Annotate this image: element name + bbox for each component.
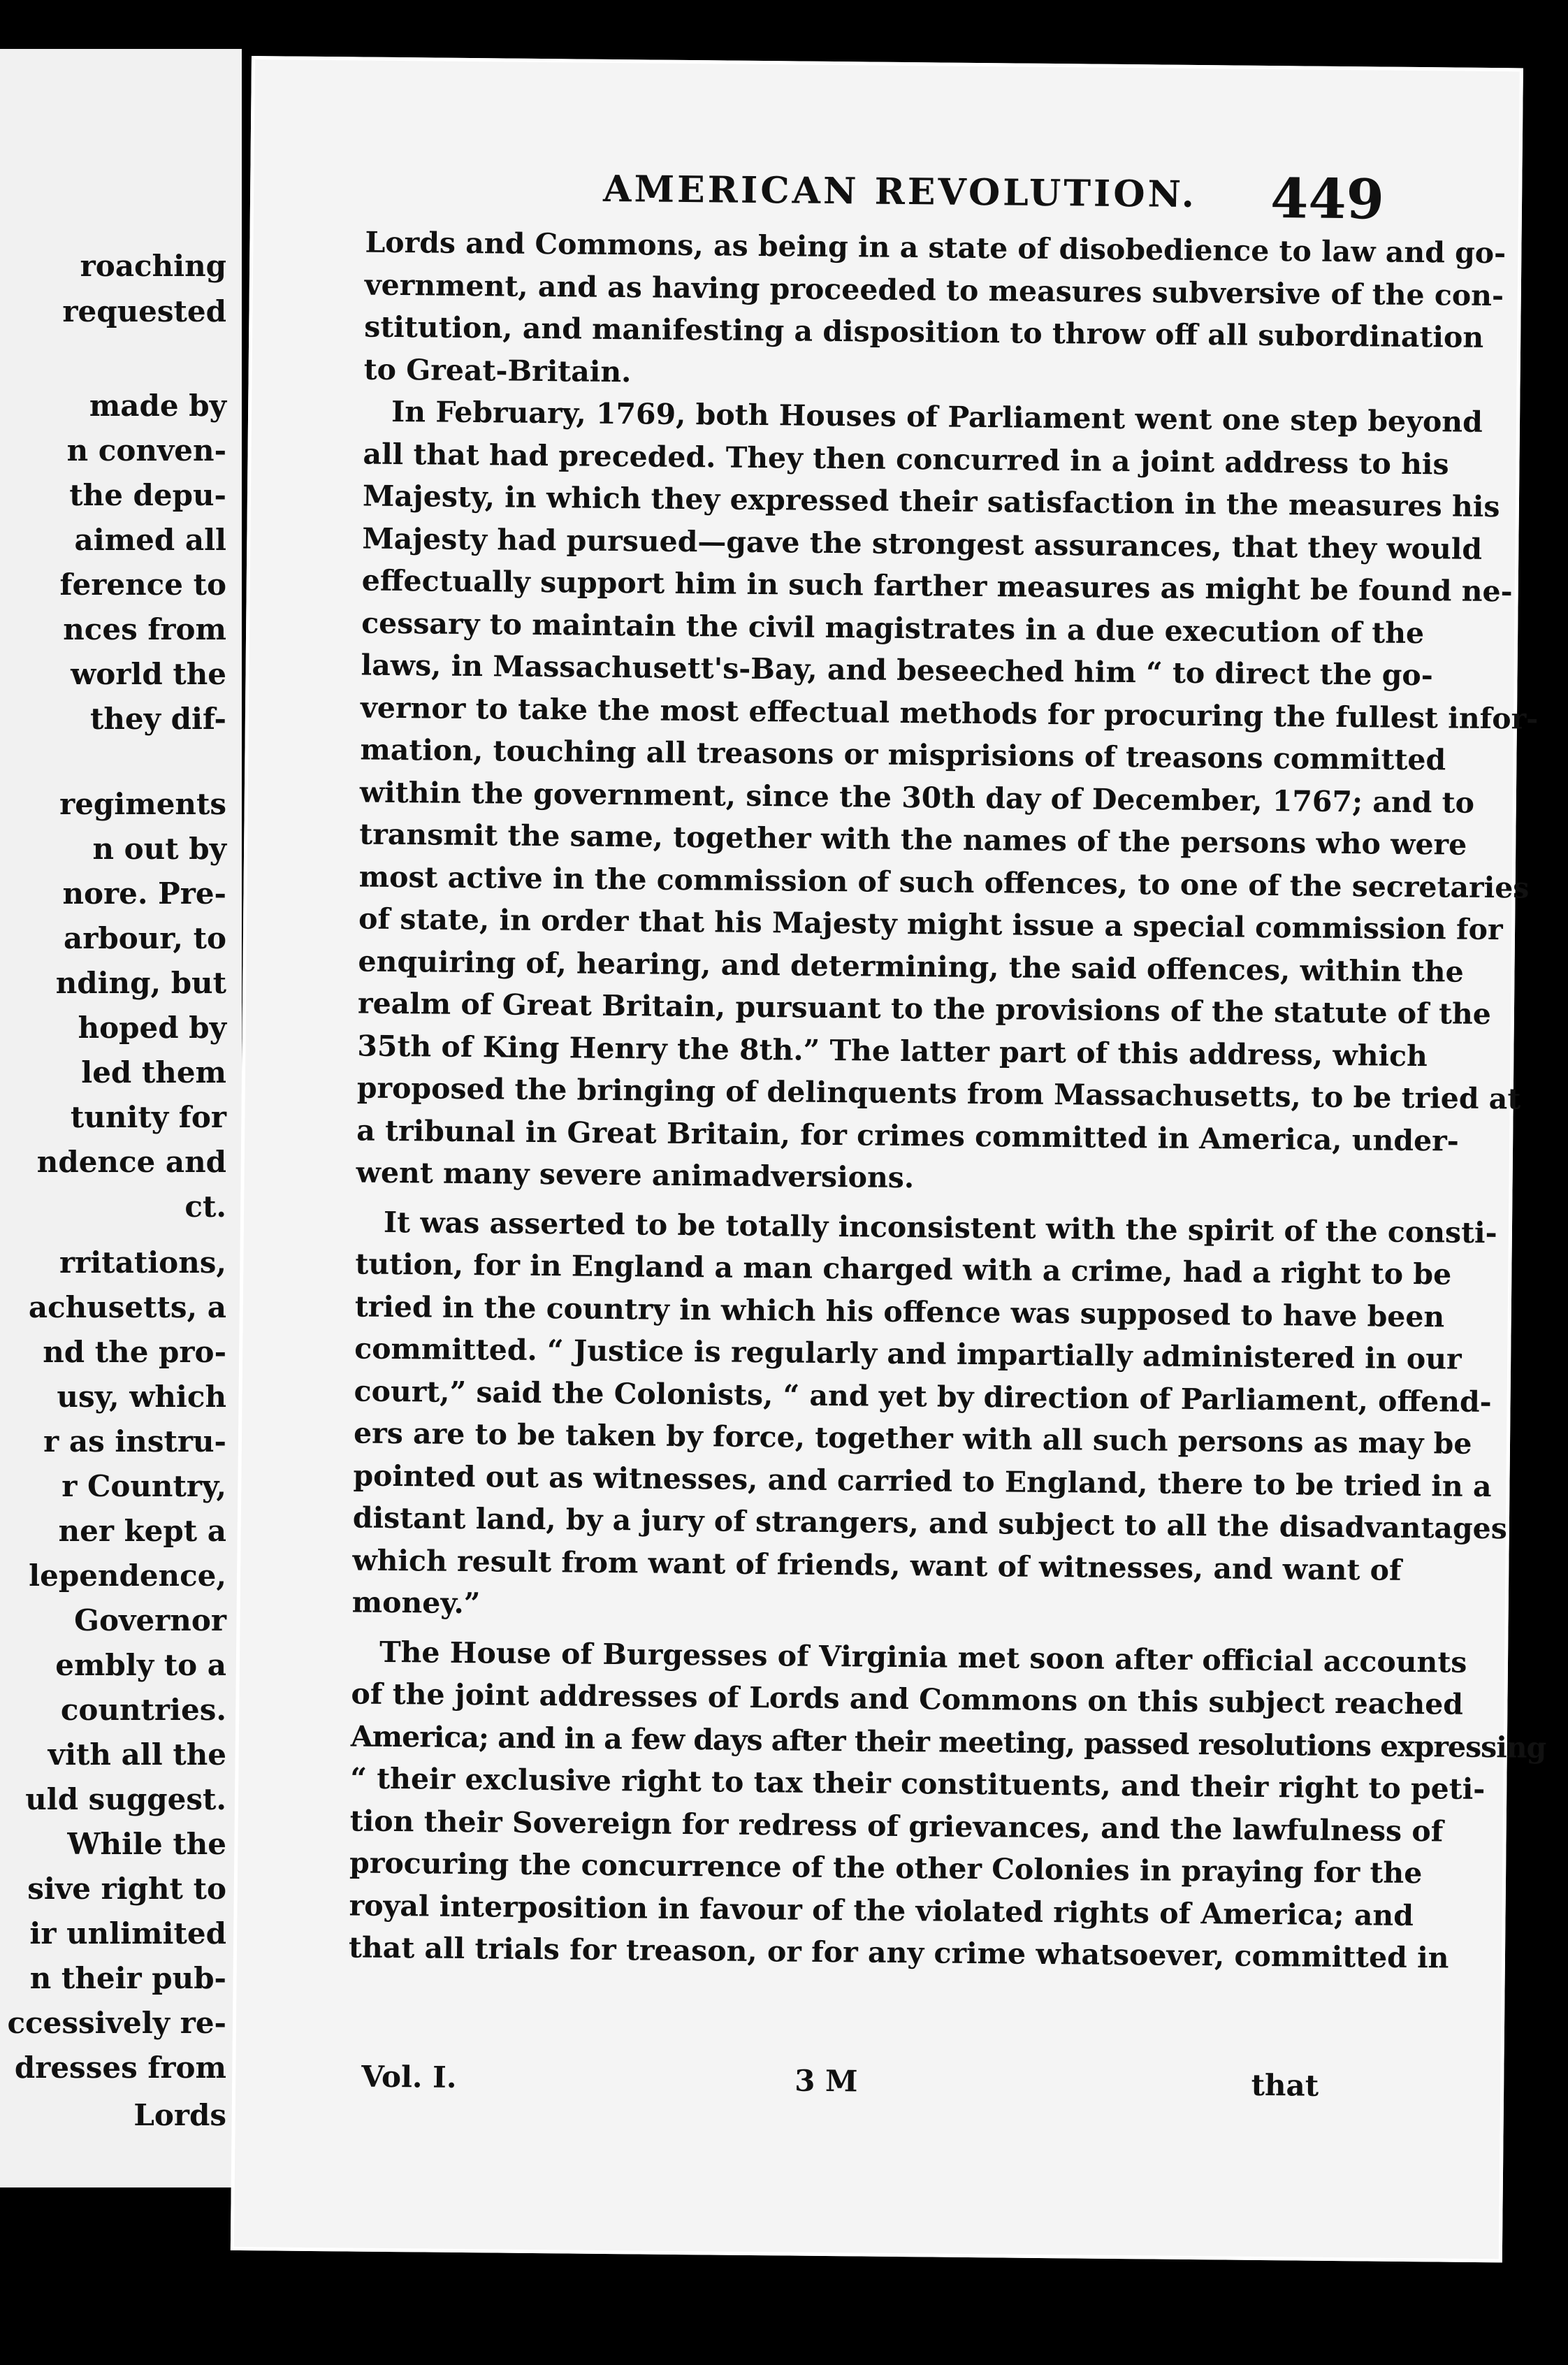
left-line: r as instru-: [43, 1424, 226, 1459]
text-line: 35th of King Henry the 8th.” The latter part of this address, which: [357, 1029, 1428, 1073]
left-line: arbour, to: [64, 921, 226, 955]
text-line: Majesty, in which they expressed their satisfaction in the measures his: [362, 479, 1500, 524]
left-line: hoped by: [78, 1011, 226, 1045]
left-line: Lords: [133, 2098, 226, 2132]
page-number: 449: [1270, 167, 1385, 232]
left-line: requested: [62, 294, 226, 328]
left-line: Governor: [74, 1603, 226, 1637]
text-line: most active in the commission of such offences, to one of the secretaries: [358, 860, 1530, 905]
left-line: they dif-: [89, 702, 226, 736]
text-line: vernment, and as having proceeded to measures subversive of the con-: [364, 268, 1504, 312]
text-line: cessary to maintain the civil magistrates in a due execution of the: [361, 606, 1425, 650]
left-line: sive right to: [27, 1872, 226, 1906]
page-footer: [347, 2059, 1319, 2117]
text-line: It was asserted to be totally inconsistent with the spirit of the consti-: [383, 1205, 1497, 1250]
text-line: proposed the bringing of delinquents from Massachusetts, to be tried at: [356, 1071, 1521, 1116]
text-line: America; and in a few days after their meeting, passed resolutions expressing: [350, 1719, 1546, 1765]
text-line: royal interposition in favour of the violated rights of America; and: [349, 1888, 1414, 1932]
left-line: uld suggest.: [25, 1782, 226, 1816]
catchword: that: [1251, 2067, 1319, 2103]
text-line: vernor to take the most effectual methods for procuring the fullest infor-: [360, 690, 1539, 736]
text-line: committed. “ Justice is regularly and impartially administered in our: [354, 1331, 1462, 1376]
left-line: ct.: [184, 1189, 226, 1224]
left-line: nding, but: [55, 966, 226, 1000]
text-line: all that had preceded. They then concurred in a joint address to his: [363, 437, 1449, 481]
left-line: lependence,: [29, 1558, 226, 1593]
left-line: nd the pro-: [43, 1335, 226, 1369]
text-line: stitution, and manifesting a disposition to throw off all subordination: [364, 310, 1484, 354]
left-line: n their pub-: [29, 1961, 226, 1995]
text-line: which result from want of friends, want of witnesses, and want of: [352, 1542, 1402, 1587]
text-line: tried in the country in which his offence was supposed to have been: [354, 1289, 1445, 1333]
text-line: procuring the concurrence of the other Colonies in praying for the: [349, 1846, 1423, 1890]
text-line: that all trials for treason, or for any crime whatsoever, committed in: [348, 1930, 1449, 1975]
left-line: r Country,: [61, 1469, 226, 1503]
text-line: pointed out as witnesses, and carried to England, there to be tried in a: [353, 1458, 1492, 1503]
volume-mark: Vol. I.: [361, 2059, 457, 2095]
page-header: [254, 157, 1519, 232]
left-line: tunity for: [70, 1100, 226, 1134]
left-line: dresses from: [14, 2051, 226, 2085]
text-line: “ their exclusive right to tax their constituents, and their right to peti-: [350, 1761, 1486, 1807]
left-line: ndence and: [36, 1145, 226, 1179]
left-line: ner kept a: [58, 1514, 226, 1548]
left-line: n conven-: [66, 433, 226, 468]
text-line: mation, touching all treasons or misprisions of treasons committed: [360, 732, 1446, 777]
text-line: money.”: [351, 1585, 481, 1621]
text-line: laws, in Massachusett's-Bay, and beseeched him “ to direct the go-: [361, 648, 1433, 693]
text-line: within the government, since the 30th day of December, 1767; and to: [359, 775, 1475, 820]
left-line: world the: [71, 657, 226, 691]
book-page: [231, 56, 1546, 2262]
text-line: of state, in order that his Majesty might issue a special commission for: [358, 902, 1503, 947]
text-line: tution, for in England a man charged with a crime, had a right to be: [355, 1247, 1452, 1292]
left-line: vith all the: [48, 1737, 226, 1772]
text-line: tion their Sovereign for redress of grievances, and the lawfulness of: [349, 1803, 1444, 1848]
text-line: realm of Great Britain, pursuant to the provisions of the statute of the: [357, 986, 1492, 1032]
left-line: countries.: [60, 1693, 226, 1727]
left-line: regiments: [59, 787, 226, 821]
text-line: of the joint addresses of Lords and Commons on this subject reached: [351, 1677, 1464, 1721]
left-line: made by: [89, 389, 226, 423]
left-page-fragment: [0, 49, 242, 2187]
left-line: While the: [67, 1827, 226, 1861]
left-line: nces from: [63, 612, 226, 646]
left-line: nore. Pre-: [62, 876, 226, 911]
text-line: transmit the same, together with the names of the persons who were: [359, 817, 1467, 862]
running-head: AMERICAN REVOLUTION.: [602, 167, 1198, 216]
left-line: ference to: [59, 567, 226, 602]
left-line: n out by: [92, 832, 226, 866]
text-line: court,” said the Colonists, “ and yet by direction of Parliament, offend-: [354, 1373, 1492, 1419]
text-line: Majesty had pursued—gave the strongest assurances, that they would: [362, 521, 1483, 566]
signature-mark: 3 M: [794, 2063, 858, 2099]
body-text: [348, 222, 1546, 1979]
left-line: the depu-: [69, 478, 226, 512]
text-line: a tribunal in Great Britain, for crimes committed in America, under-: [356, 1113, 1460, 1158]
left-line: aimed all: [74, 523, 226, 557]
text-line: went many severe animadversions.: [356, 1155, 915, 1195]
left-line: ccessively re-: [7, 2006, 226, 2040]
text-line: distant land, by a jury of strangers, and subject to all the disadvantages: [352, 1500, 1508, 1546]
left-line: led them: [81, 1055, 226, 1090]
left-line: embly to a: [55, 1648, 226, 1682]
left-line: usy, which: [57, 1380, 226, 1414]
left-line: roaching: [80, 249, 226, 283]
left-line: ir unlimited: [29, 1916, 226, 1951]
left-line: achusetts, a: [28, 1290, 226, 1324]
text-line: effectually support him in such farther measures as might be found ne-: [361, 563, 1513, 609]
text-line: Lords and Commons, as being in a state of disobedience to law and go-: [365, 225, 1507, 270]
text-line: The House of Burgesses of Virginia met soon after official accounts: [379, 1635, 1467, 1679]
text-line: to Great-Britain.: [363, 352, 632, 389]
text-line: enquiring of, hearing, and determining, the said offences, within the: [358, 944, 1464, 989]
text-line: ers are to be taken by force, together with all such persons as may be: [353, 1416, 1472, 1461]
left-line: rritations,: [59, 1245, 226, 1280]
text-line: In February, 1769, both Houses of Parliament went one step beyond: [391, 394, 1483, 439]
